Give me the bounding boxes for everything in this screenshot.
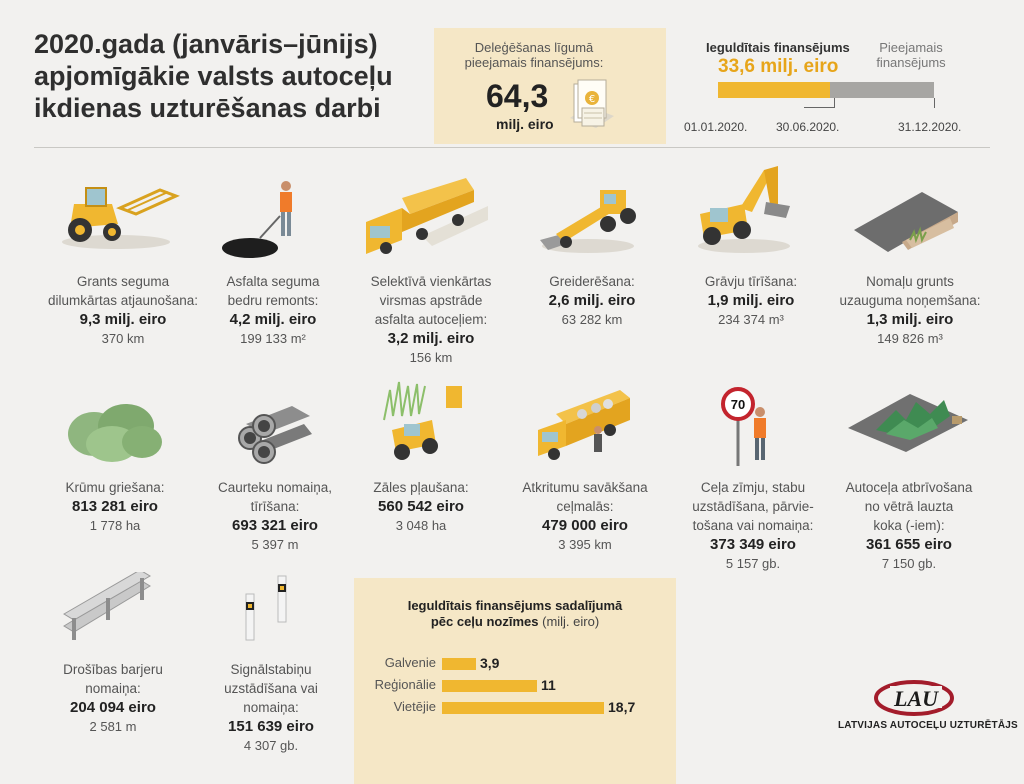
- speed-sign-worker-icon: [720, 384, 776, 468]
- worker-asphalt-icon: [220, 178, 310, 260]
- work-item-quantity: 149 826 m³: [877, 331, 943, 346]
- chart-unit: (milj. eiro): [542, 614, 600, 629]
- chart-bar: [442, 702, 604, 714]
- work-item-amount: 560 542 eiro: [378, 498, 464, 515]
- work-item-mowing: Zāles pļaušana: 560 542 eiro 3 048 ha: [336, 478, 506, 535]
- speed-limit-value: 70: [730, 397, 746, 412]
- date-mid: 30.06.2020.: [776, 120, 840, 134]
- work-item-amount: 204 094 eiro: [70, 699, 156, 716]
- chart-category-label: Reģionālie: [374, 677, 436, 692]
- header-divider: [34, 147, 990, 148]
- chart-bar: [442, 658, 476, 670]
- work-item-gravel-surface: Grants seguma dilumkārtas atjaunošana: 9,3 milj. eiro 370 km: [38, 272, 208, 348]
- work-item-guardrails: Drošības barjeru nomaiņa: 204 094 eiro 2 581 m: [28, 660, 198, 736]
- work-item-quantity: 199 133 m²: [240, 331, 306, 346]
- funding-progress-bar: [718, 82, 934, 98]
- money-stack-icon: [566, 78, 618, 134]
- work-item-quantity: 63 282 km: [561, 312, 623, 327]
- garbage-truck-icon: [536, 384, 636, 466]
- road-category-chart-panel: [354, 578, 676, 784]
- work-item-quantity: 4 307 gb.: [243, 738, 299, 753]
- work-item-amount: 361 655 eiro: [866, 536, 952, 553]
- culvert-pipes-icon: [234, 402, 314, 468]
- logo-mark: LAU: [894, 686, 938, 711]
- grader-tractor-icon: [56, 180, 180, 252]
- chart-data-label: 11: [541, 677, 556, 693]
- work-item-amount: 9,3 milj. eiro: [79, 311, 167, 328]
- work-item-bush-cutting: Krūmu griešana: 813 281 eiro 1 778 ha: [30, 478, 200, 535]
- roadside-soil-icon: [852, 184, 960, 256]
- chart-title: Ieguldītais finansējums sadalījumā pēc ceļu nozīmes (milj. eiro): [407, 598, 623, 629]
- work-item-fallen-trees: Autoceļa atbrīvošana no vētrā lauzta koka (-iem): 361 655 eiro 7 150 gb.: [824, 478, 994, 573]
- available-label: Pieejamais finansējums: [876, 40, 946, 70]
- guardrail-icon: [60, 572, 156, 644]
- chart-category-label: Galvenie: [384, 655, 436, 670]
- chart-bar: [442, 680, 537, 692]
- work-item-amount: 373 349 eiro: [710, 536, 796, 553]
- signal-post-icon: [240, 572, 296, 644]
- work-item-amount: 3,2 milj. eiro: [387, 330, 475, 347]
- work-item-amount: 813 281 eiro: [72, 498, 158, 515]
- work-item-quantity: 3 395 km: [558, 537, 612, 552]
- contract-funding-panel: [434, 28, 666, 144]
- work-item-road-signs: Ceļa zīmju, stabu uzstādīšana, pārvie- tošana vai nomaiņa: 373 349 eiro 5 157 gb.: [668, 478, 838, 573]
- bushes-icon: [66, 400, 164, 466]
- lau-logo-icon: [872, 676, 956, 720]
- contract-funding-unit: milj. eiro: [496, 116, 554, 132]
- work-item-amount: 1,3 milj. eiro: [866, 311, 954, 328]
- page-title: [34, 28, 434, 124]
- date-end: 31.12.2020.: [898, 120, 962, 134]
- work-item-quantity: 3 048 ha: [395, 518, 447, 533]
- work-item-quantity: 5 397 m: [251, 537, 299, 552]
- chart-data-label: 3,9: [480, 655, 500, 671]
- work-item-signal-posts: Signālstabiņu uzstādīšana vai nomaiņa: 151 639 eiro 4 307 gb.: [186, 660, 356, 755]
- work-item-quantity: 5 157 gb.: [725, 556, 781, 571]
- date-start: 01.01.2020.: [684, 120, 748, 134]
- work-item-pothole-repair: Asfalta seguma bedru remonts: 4,2 milj. eiro 199 133 m²: [188, 272, 358, 348]
- work-item-surface-treatment: Selektīvā vienkārtas virsmas apstrāde asfalta autoceļiem: 3,2 milj. eiro 156 km: [346, 272, 516, 367]
- work-item-amount: 151 639 eiro: [228, 718, 314, 735]
- chart-category-label: Vietējie: [393, 699, 436, 714]
- work-item-quantity: 156 km: [409, 350, 453, 365]
- work-item-grading: Greiderēšana: 2,6 milj. eiro 63 282 km: [507, 272, 677, 329]
- work-item-amount: 693 321 eiro: [232, 517, 318, 534]
- work-item-quantity: 234 374 m³: [718, 312, 784, 327]
- work-item-quantity: 7 150 gb.: [881, 556, 937, 571]
- work-item-amount: 4,2 milj. eiro: [229, 311, 317, 328]
- contract-funding-value: 64,3: [486, 78, 549, 114]
- progress-tick-mid: [834, 98, 835, 108]
- title-line-1: 2020.gada (janvāris–jūnijs): [34, 29, 378, 59]
- chart-data-label: 18,7: [608, 699, 636, 715]
- work-item-culvert: Caurteku nomaiņa, tīrīšana: 693 321 eiro 5 397 m: [190, 478, 360, 554]
- progress-tick-mid-connector: [804, 107, 834, 108]
- invested-label: Ieguldītais finansējums: [706, 40, 850, 55]
- work-item-shoulder-soil: Nomaļu grunts uzauguma noņemšana: 1,3 milj. eiro 149 826 m³: [825, 272, 995, 348]
- work-item-litter-collection: Atkritumu savākšana ceļmalās: 479 000 eiro 3 395 km: [500, 478, 670, 554]
- work-item-quantity: 2 581 m: [89, 719, 137, 734]
- progress-tick-end: [934, 98, 935, 108]
- road-grader-icon: [536, 184, 640, 256]
- fallen-tree-icon: [846, 390, 970, 454]
- funding-progress-fill: [718, 82, 830, 98]
- excavator-icon: [694, 164, 798, 256]
- work-item-quantity: 1 778 ha: [89, 518, 141, 533]
- logo-name: LATVIJAS AUTOCEĻU UZTURĒTĀJS: [838, 720, 1018, 731]
- mower-tractor-icon: [376, 380, 468, 464]
- title-line-3: ikdienas uzturēšanas darbi: [34, 93, 381, 123]
- work-item-ditch-cleaning: Grāvju tīrīšana: 1,9 milj. eiro 234 374 m³: [666, 272, 836, 329]
- work-item-quantity: 370 km: [101, 331, 145, 346]
- tanker-truck-icon: [362, 176, 492, 260]
- work-item-amount: 1,9 milj. eiro: [707, 292, 795, 309]
- title-line-2: apjomīgākie valsts autoceļu: [34, 61, 393, 91]
- invested-value: 33,6 milj. eiro: [718, 56, 839, 77]
- svg-text:€: €: [588, 94, 596, 105]
- contract-funding-label: Deleģēšanas līgumā pieejamais finansējums:: [464, 40, 604, 70]
- work-item-amount: 479 000 eiro: [542, 517, 628, 534]
- work-item-amount: 2,6 milj. eiro: [548, 292, 636, 309]
